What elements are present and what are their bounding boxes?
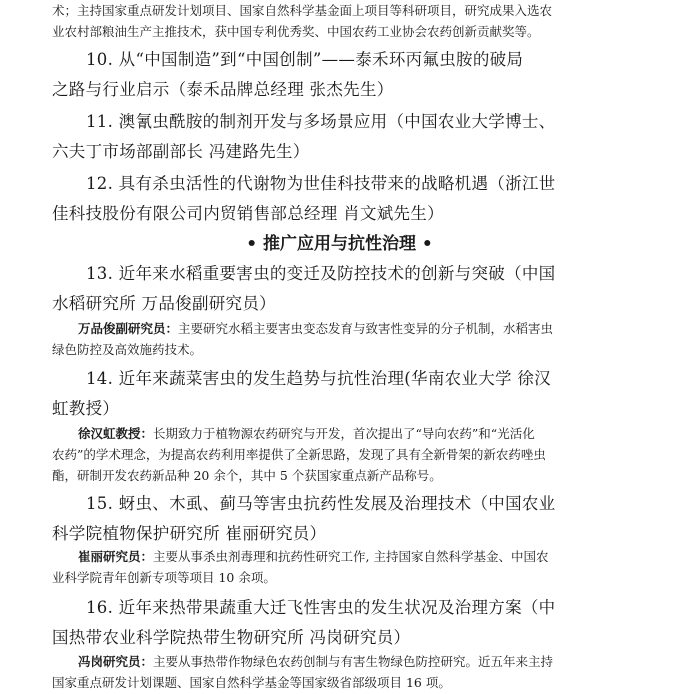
talk-title-line: 13. 近年来水稻重要害虫的变迁及防控技术的创新与突破（中国 <box>86 264 556 283</box>
section-heading: • 推广应用与抗性治理 • <box>246 234 433 254</box>
bio-line: 酯，研制开发农药新品种 20 余个，其中 5 个获国家重点新产品称号。 <box>52 468 442 483</box>
speaker-name: 万品俊副研究员： <box>78 321 179 336</box>
talk-title-16 <box>52 593 627 653</box>
talk-title-13 <box>52 259 627 319</box>
talk-title-11 <box>52 107 627 167</box>
speaker-name: 徐汉虹教授： <box>78 426 154 441</box>
speaker-bio-14 <box>52 423 627 486</box>
bio-line: 绿色防控及高效施药技术。 <box>52 342 203 357</box>
bio-text: 主要研究水稻主要害虫变态发育与致害性变异的分子机制，水稻害虫 <box>178 321 554 336</box>
talk-title-line: 15. 蚜虫、木虱、蓟马等害虫抗药性发展及治理技术（中国农业 <box>86 494 556 513</box>
talk-title-10 <box>52 45 627 105</box>
talk-title-line: 水稻研究所 万品俊副研究员） <box>52 294 276 313</box>
talk-title-line: 10. 从“中国制造”到“中国创制”——泰禾环丙氟虫胺的破局 <box>86 50 524 69</box>
talk-title-line: 16. 近年来热带果蔬重大迁飞性害虫的发生状况及治理方案（中 <box>86 598 556 617</box>
speaker-bio-13 <box>52 318 627 360</box>
bio-text: 主要从事热带作物绿色农药创制与有害生物绿色防控研究。近五年来主持 <box>153 654 554 669</box>
bio-line: 国家重点研发计划课题、国家自然科学基金等国家级省部级项目 16 项。 <box>52 675 451 690</box>
speaker-bio-15 <box>52 546 627 588</box>
talk-title-14 <box>52 364 627 424</box>
talk-title-line: 虹教授） <box>52 399 120 418</box>
talk-title-line: 14. 近年来蔬菜害虫的发生趋势与抗性治理(华南农业大学 徐汉 <box>86 369 551 388</box>
speaker-name: 冯岗研究员： <box>78 654 154 669</box>
speaker-name: 崔丽研究员： <box>78 549 154 564</box>
talk-title-line: 六夫丁市场部副部长 冯建路先生） <box>52 142 310 161</box>
talk-title-15 <box>52 489 627 549</box>
speaker-bio-16 <box>52 651 627 693</box>
intro-line: 业农村部粮油生产主推技术，获中国专利优秀奖、中国农药工业协会农药创新贡献奖等。 <box>52 24 540 39</box>
talk-title-line: 佳科技股份有限公司内贸销售部总经理 肖文斌先生） <box>52 204 444 223</box>
talk-title-12 <box>52 169 627 229</box>
bio-text: 长期致力于植物源农药研究与开发，首次提出了“导向农药”和“光活化 <box>153 426 535 441</box>
talk-title-line: 之路与行业启示（泰禾品牌总经理 张杰先生） <box>52 80 394 99</box>
talk-title-line: 12. 具有杀虫活性的代谢物为世佳科技带来的战略机遇（浙江世 <box>86 174 556 193</box>
intro-line: 术；主持国家重点研发计划项目、国家自然科学基金面上项目等科研项目，研究成果入选农 <box>52 3 553 18</box>
bio-text: 主要从事杀虫剂毒理和抗药性研究工作, 主持国家自然科学基金、中国农 <box>153 549 549 564</box>
talk-title-line: 11. 澳氰虫酰胺的制剂开发与多场景应用（中国农业大学博士、 <box>86 112 556 131</box>
bio-line: 农药”的学术理念，为提高农药利用率提供了全新思路，发现了具有全新骨架的新农药唑虫 <box>52 447 546 462</box>
talk-title-line: 科学院植物保护研究所 崔丽研究员） <box>52 524 327 543</box>
intro-paragraph <box>52 0 627 42</box>
bio-line: 业科学院青年创新专项等项目 10 余项。 <box>52 570 276 585</box>
talk-title-line: 国热带农业科学院热带生物研究所 冯岗研究员） <box>52 628 411 647</box>
